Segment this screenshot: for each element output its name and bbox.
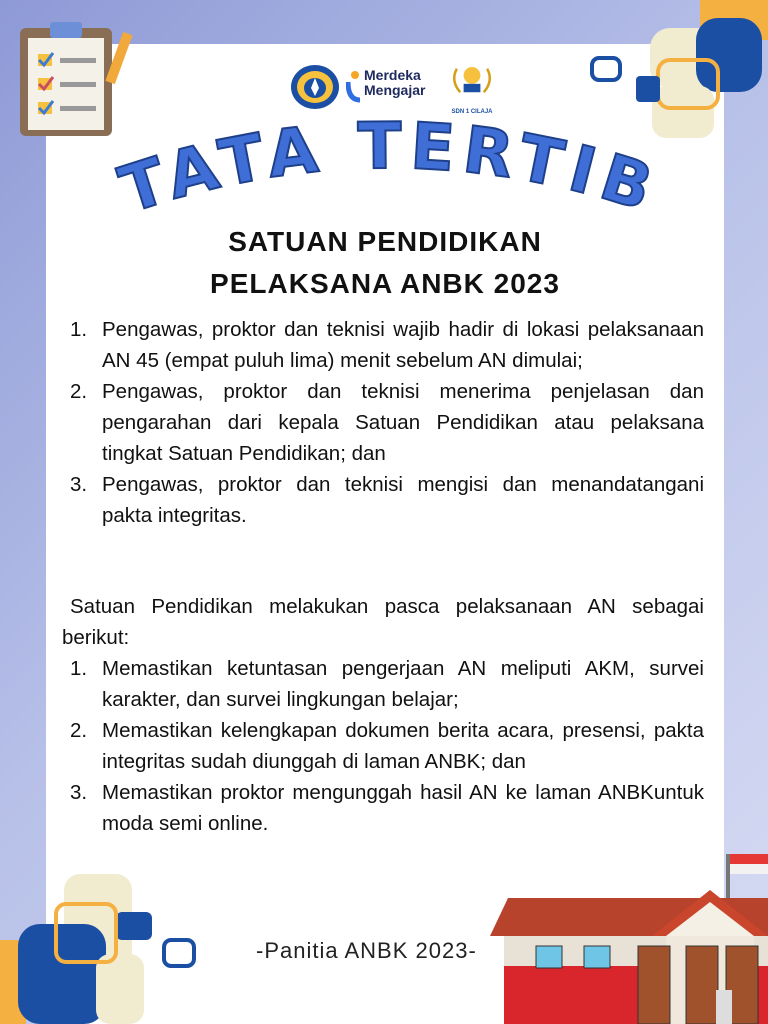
list-item-text: Memastikan proktor mengunggah hasil AN ke laman ANBKuntuk moda semi online. [102, 781, 704, 835]
list-number: 3. [70, 473, 88, 496]
list-number: 1. [70, 318, 88, 341]
rules-list-1 [70, 314, 704, 531]
list-number: 2. [70, 719, 88, 742]
poster-title: TATA TERTIB [111, 120, 669, 229]
school-logo [444, 62, 500, 115]
title-arc [76, 120, 704, 240]
decor-shapes-bottom-left [0, 870, 210, 1024]
signature: -Panitia ANBK 2023- [256, 938, 477, 963]
list-item-text: Memastikan kelengkapan dokumen berita acara, presensi, pakta integritas sudah diunggah di laman ANBK; dan [102, 719, 704, 773]
rules-list-2 [70, 653, 704, 839]
list-item [70, 376, 704, 469]
list-number: 1. [70, 657, 88, 680]
list-item [70, 653, 704, 715]
list-number: 3. [70, 781, 88, 804]
list-item [70, 715, 704, 777]
svg-text:TATA TERTIB [112, 120, 668, 228]
logo-bar [290, 62, 510, 115]
merdeka-mengajar-logo-text: Merdeka Mengajar [364, 67, 426, 98]
intro-paragraph: Satuan Pendidikan melakukan pasca pelaksanaan AN sebagai berikut: [62, 595, 704, 649]
list-item [70, 777, 704, 839]
merdeka-mengajar-icon [346, 70, 362, 104]
kemdikbud-logo [290, 64, 340, 110]
list-item-text: Pengawas, proktor dan teknisi wajib hadir di lokasi pelaksanaan AN 45 (empat puluh lima) menit sebelum AN dimulai; [102, 318, 704, 372]
list-item [70, 314, 704, 376]
list-item [70, 469, 704, 531]
school-logo-text: SDN 1 CILAJA [451, 109, 493, 115]
subtitle-line-2: PELAKSANA ANBK 2023 [210, 268, 560, 299]
list-number: 2. [70, 380, 88, 403]
list-item-text: Pengawas, proktor dan teknisi menerima penjelasan dan pengarahan dari kepala Satuan Pendidikan atau pelaksana tingkat Satuan Pendidikan; dan [102, 380, 704, 465]
list-item-text: Pengawas, proktor dan teknisi mengisi dan menandatangani pakta integritas. [102, 473, 704, 527]
subtitle-line-1: SATUAN PENDIDIKAN [228, 226, 542, 257]
school-emblem-icon [444, 62, 500, 104]
list-item-text: Memastikan ketuntasan pengerjaan AN meliputi AKM, survei karakter, dan survei lingkungan belajar; [102, 657, 704, 711]
school-building-illustration [490, 850, 768, 1024]
